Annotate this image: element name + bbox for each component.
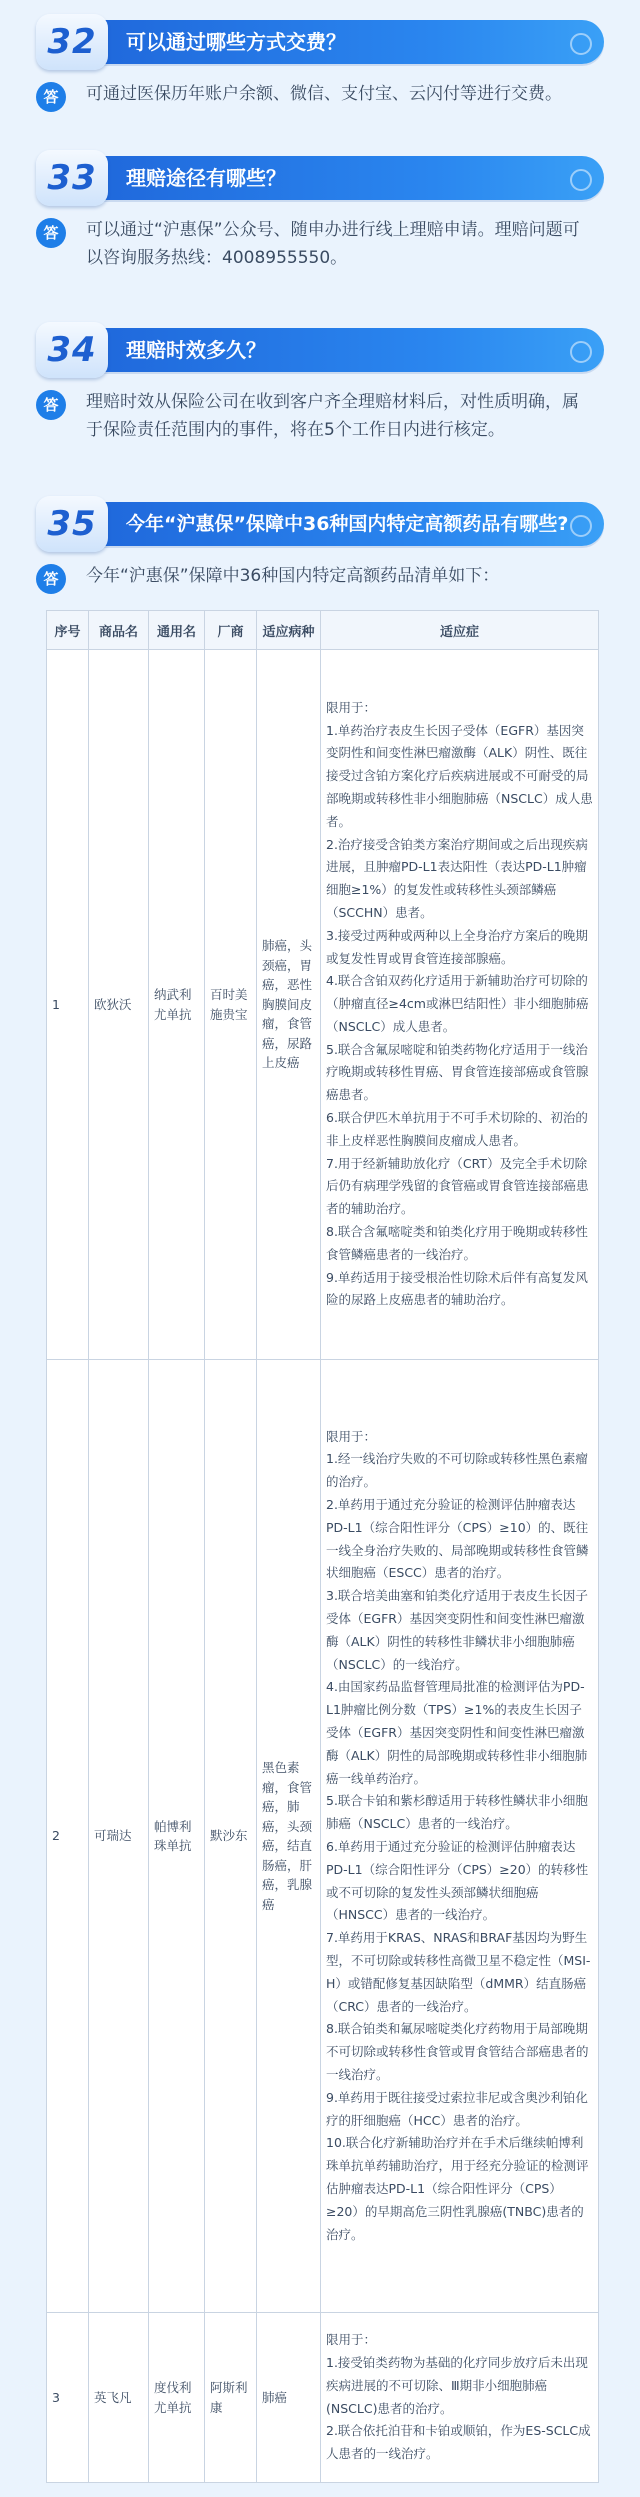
indication-line: 3.接受过两种或两种以上全身治疗方案后的晚期或复发性胃或胃食管连接部腺癌。 <box>326 927 588 966</box>
generic-name: 帕博利珠单抗 <box>149 1360 205 2313</box>
manufacturer: 百时美施贵宝 <box>205 650 257 1360</box>
table-row <box>47 1360 599 2313</box>
indication-line: 2.单药用于通过充分验证的检测评估肿瘤表达PD-L1（综合阳性评分（CPS）≥10）的、既往一线全身治疗失败的、局部晚期或转移性食管鳞状细胞癌（ESCC）患者的治疗。 <box>326 1497 589 1581</box>
answer-block <box>36 70 604 108</box>
question-title: 今年“沪惠保”保障中36种国内特定高额药品有哪些? <box>126 513 569 535</box>
answer-block <box>36 206 604 272</box>
indication-line: 9.单药适用于接受根治性切除术后伴有高复发风险的尿路上皮癌患者的辅助治疗。 <box>326 1269 588 1308</box>
indication-cell <box>321 1360 599 2313</box>
table-row <box>47 650 599 1360</box>
answer-text: 理赔时效从保险公司在收到客户齐全理赔材料后，对性质明确，属于保险责任范围内的事件，将在5个工作日内进行核定。 <box>86 392 579 440</box>
answer-badge-icon: 答 <box>36 390 66 420</box>
question-number: 35 <box>36 496 108 552</box>
row-number: 2 <box>47 1360 89 2313</box>
indication-line: 9.单药用于既往接受过索拉非尼或含奥沙利铂化疗的肝细胞癌（HCC）患者的治疗。 <box>326 2089 588 2128</box>
indication-line: 4.由国家药品监督管理局批准的检测评估为PD-L1肿瘤比例分数（TPS）≥1%的表皮生长因子受体（EGFR）基因突变阴性和间变性淋巴瘤激酶（ALK）阴性的局部晚期或转移性非小细胞肺癌一线单药治疗。 <box>326 1679 588 1786</box>
column-header-indication: 适应症 <box>321 611 599 650</box>
question-bar <box>36 156 604 200</box>
row-number: 3 <box>47 2313 89 2483</box>
question-header <box>36 14 604 70</box>
drug-list-table <box>46 610 599 2483</box>
table-header-row <box>47 611 599 650</box>
indication-line: 7.单药用于KRAS、NRAS和BRAF基因均为野生型，不可切除或转移性高微卫星不稳定性（MSI-H）或错配修复基因缺陷型（dMMR）结直肠癌（CRC）患者的一线治疗。 <box>326 1930 591 2014</box>
question-number: 32 <box>36 14 108 70</box>
answer-badge-icon: 答 <box>36 564 66 594</box>
generic-name: 纳武利尤单抗 <box>149 650 205 1360</box>
indication-line: 限用于： <box>326 699 377 715</box>
column-header-generic: 通用名 <box>149 611 205 650</box>
disease-types: 黑色素瘤，食管癌，肺癌，头颈癌，结直肠癌，肝癌，乳腺癌 <box>257 1360 321 2313</box>
indication-line: 2.治疗接受含铂类方案治疗期间或之后出现疾病进展，且肿瘤PD-L1表达阳性（表达PD-L1肿瘤细胞≥1%）的复发性或转移性头颈部鳞癌（SCCHN）患者。 <box>326 836 588 920</box>
answer-badge-icon: 答 <box>36 218 66 248</box>
answer-text: 今年“沪惠保”保障中36种国内特定高额药品清单如下： <box>86 566 500 586</box>
indication-line: 5.联合含氟尿嘧啶和铂类药物化疗适用于一线治疗晚期或转移性胃癌、胃食管连接部癌或食管腺癌患者。 <box>326 1041 589 1103</box>
indication-cell <box>321 650 599 1360</box>
indication-line: 2.联合依托泊苷和卡铂或顺铂，作为ES-SCLC成人患者的一线治疗。 <box>326 2423 591 2462</box>
indication-line: 3.联合培美曲塞和铂类化疗适用于表皮生长因子受体（EGFR）基因突变阴性和间变性淋巴瘤激酶（ALK）阴性的转移性非鳞状非小细胞肺癌（NSCLC）的一线治疗。 <box>326 1588 588 1672</box>
question-header <box>36 322 604 378</box>
row-number: 1 <box>47 650 89 1360</box>
column-header-maker: 厂商 <box>205 611 257 650</box>
faq-item-34 <box>36 322 604 444</box>
indication-line: 1.经一线治疗失败的不可切除或转移性黑色素瘤的治疗。 <box>326 1451 588 1490</box>
answer-text: 可通过医保历年账户余额、微信、支付宝、云闪付等进行交费。 <box>86 84 562 104</box>
column-header-brand: 商品名 <box>89 611 149 650</box>
indication-line: 6.联合伊匹木单抗用于不可手术切除的、初治的非上皮样恶性胸膜间皮瘤成人患者。 <box>326 1110 588 1148</box>
question-title: 理赔途径有哪些？ <box>126 166 286 190</box>
brand-name: 欧狄沃 <box>89 650 149 1360</box>
manufacturer: 默沙东 <box>205 1360 257 2313</box>
disease-types: 肺癌 <box>257 2313 321 2483</box>
indication-line: 限用于： <box>326 2332 377 2348</box>
brand-name: 可瑞达 <box>89 1360 149 2313</box>
disease-types: 肺癌，头颈癌，胃癌，恶性胸膜间皮瘤，食管癌，尿路上皮癌 <box>257 650 321 1360</box>
table-row <box>47 2313 599 2483</box>
indication-line: 5.联合卡铂和紫杉醇适用于转移性鳞状非小细胞肺癌（NSCLC）患者的一线治疗。 <box>326 1793 588 1832</box>
indication-line: 1.接受铂类药物为基础的化疗同步放疗后未出现疾病进展的不可切除、Ⅲ期非小细胞肺癌(NSCLC)患者的治疗。 <box>326 2354 588 2416</box>
column-header-no: 序号 <box>47 611 89 650</box>
manufacturer: 阿斯利康 <box>205 2313 257 2483</box>
generic-name: 度伐利尤单抗 <box>149 2313 205 2483</box>
answer-text: 可以通过“沪惠保”公众号、随申办进行线上理赔申请。理赔问题可以咨询服务热线：4008955550。 <box>86 220 580 268</box>
question-number: 34 <box>36 322 108 378</box>
answer-block <box>36 378 604 444</box>
indication-line: 7.用于经新辅助放化疗（CRT）及完全手术切除后仍有病理学残留的食管癌或胃食管连接部癌患者的辅助治疗。 <box>326 1155 589 1217</box>
question-bar <box>36 328 604 372</box>
question-header <box>36 150 604 206</box>
indication-line: 1.单药治疗表皮生长因子受体（EGFR）基因突变阴性和间变性淋巴瘤激酶（ALK）阴性、既往接受过含铂方案化疗后疾病进展或不可耐受的局部晚期或转移性非小细胞肺癌（NSCLC）成人患者。 <box>326 722 593 829</box>
question-title: 可以通过哪些方式交费？ <box>126 30 346 54</box>
faq-item-33 <box>36 150 604 272</box>
answer-badge-icon: 答 <box>36 82 66 112</box>
question-number: 33 <box>36 150 108 206</box>
indication-line: 6.单药用于通过充分验证的检测评估肿瘤表达PD-L1（综合阳性评分（CPS）≥20）的转移性或不可切除的复发性头颈部鳞状细胞癌（HNSCC）患者的一线治疗。 <box>326 1839 589 1923</box>
brand-name: 英飞凡 <box>89 2313 149 2483</box>
indication-line: 8.联合含氟嘧啶类和铂类化疗用于晚期或转移性食管鳞癌患者的一线治疗。 <box>326 1224 588 1262</box>
faq-item-32 <box>36 14 604 108</box>
indication-line: 限用于： <box>326 1428 377 1444</box>
faq-item-35 <box>36 496 604 590</box>
indication-line: 4.联合含铂双药化疗适用于新辅助治疗可切除的（肿瘤直径≥4cm或淋巴结阳性）非小细胞肺癌（NSCLC）成人患者。 <box>326 973 589 1034</box>
indication-line: 8.联合铂类和氟尿嘧啶类化疗药物用于局部晚期不可切除或转移性食管或胃食管结合部癌患者的一线治疗。 <box>326 2021 589 2082</box>
indication-line: 10.联合化疗新辅助治疗并在手术后继续帕博利珠单抗单药辅助治疗，用于经充分验证的检测评估肿瘤表达PD-L1（综合阳性评分（CPS）≥20）的早期高危三阴性乳腺癌(TNBC)患者的治疗。 <box>326 2135 589 2242</box>
question-header <box>36 496 604 552</box>
answer-block <box>36 552 604 590</box>
question-title: 理赔时效多久？ <box>126 338 266 362</box>
indication-cell <box>321 2313 599 2483</box>
column-header-disease: 适应病种 <box>257 611 321 650</box>
